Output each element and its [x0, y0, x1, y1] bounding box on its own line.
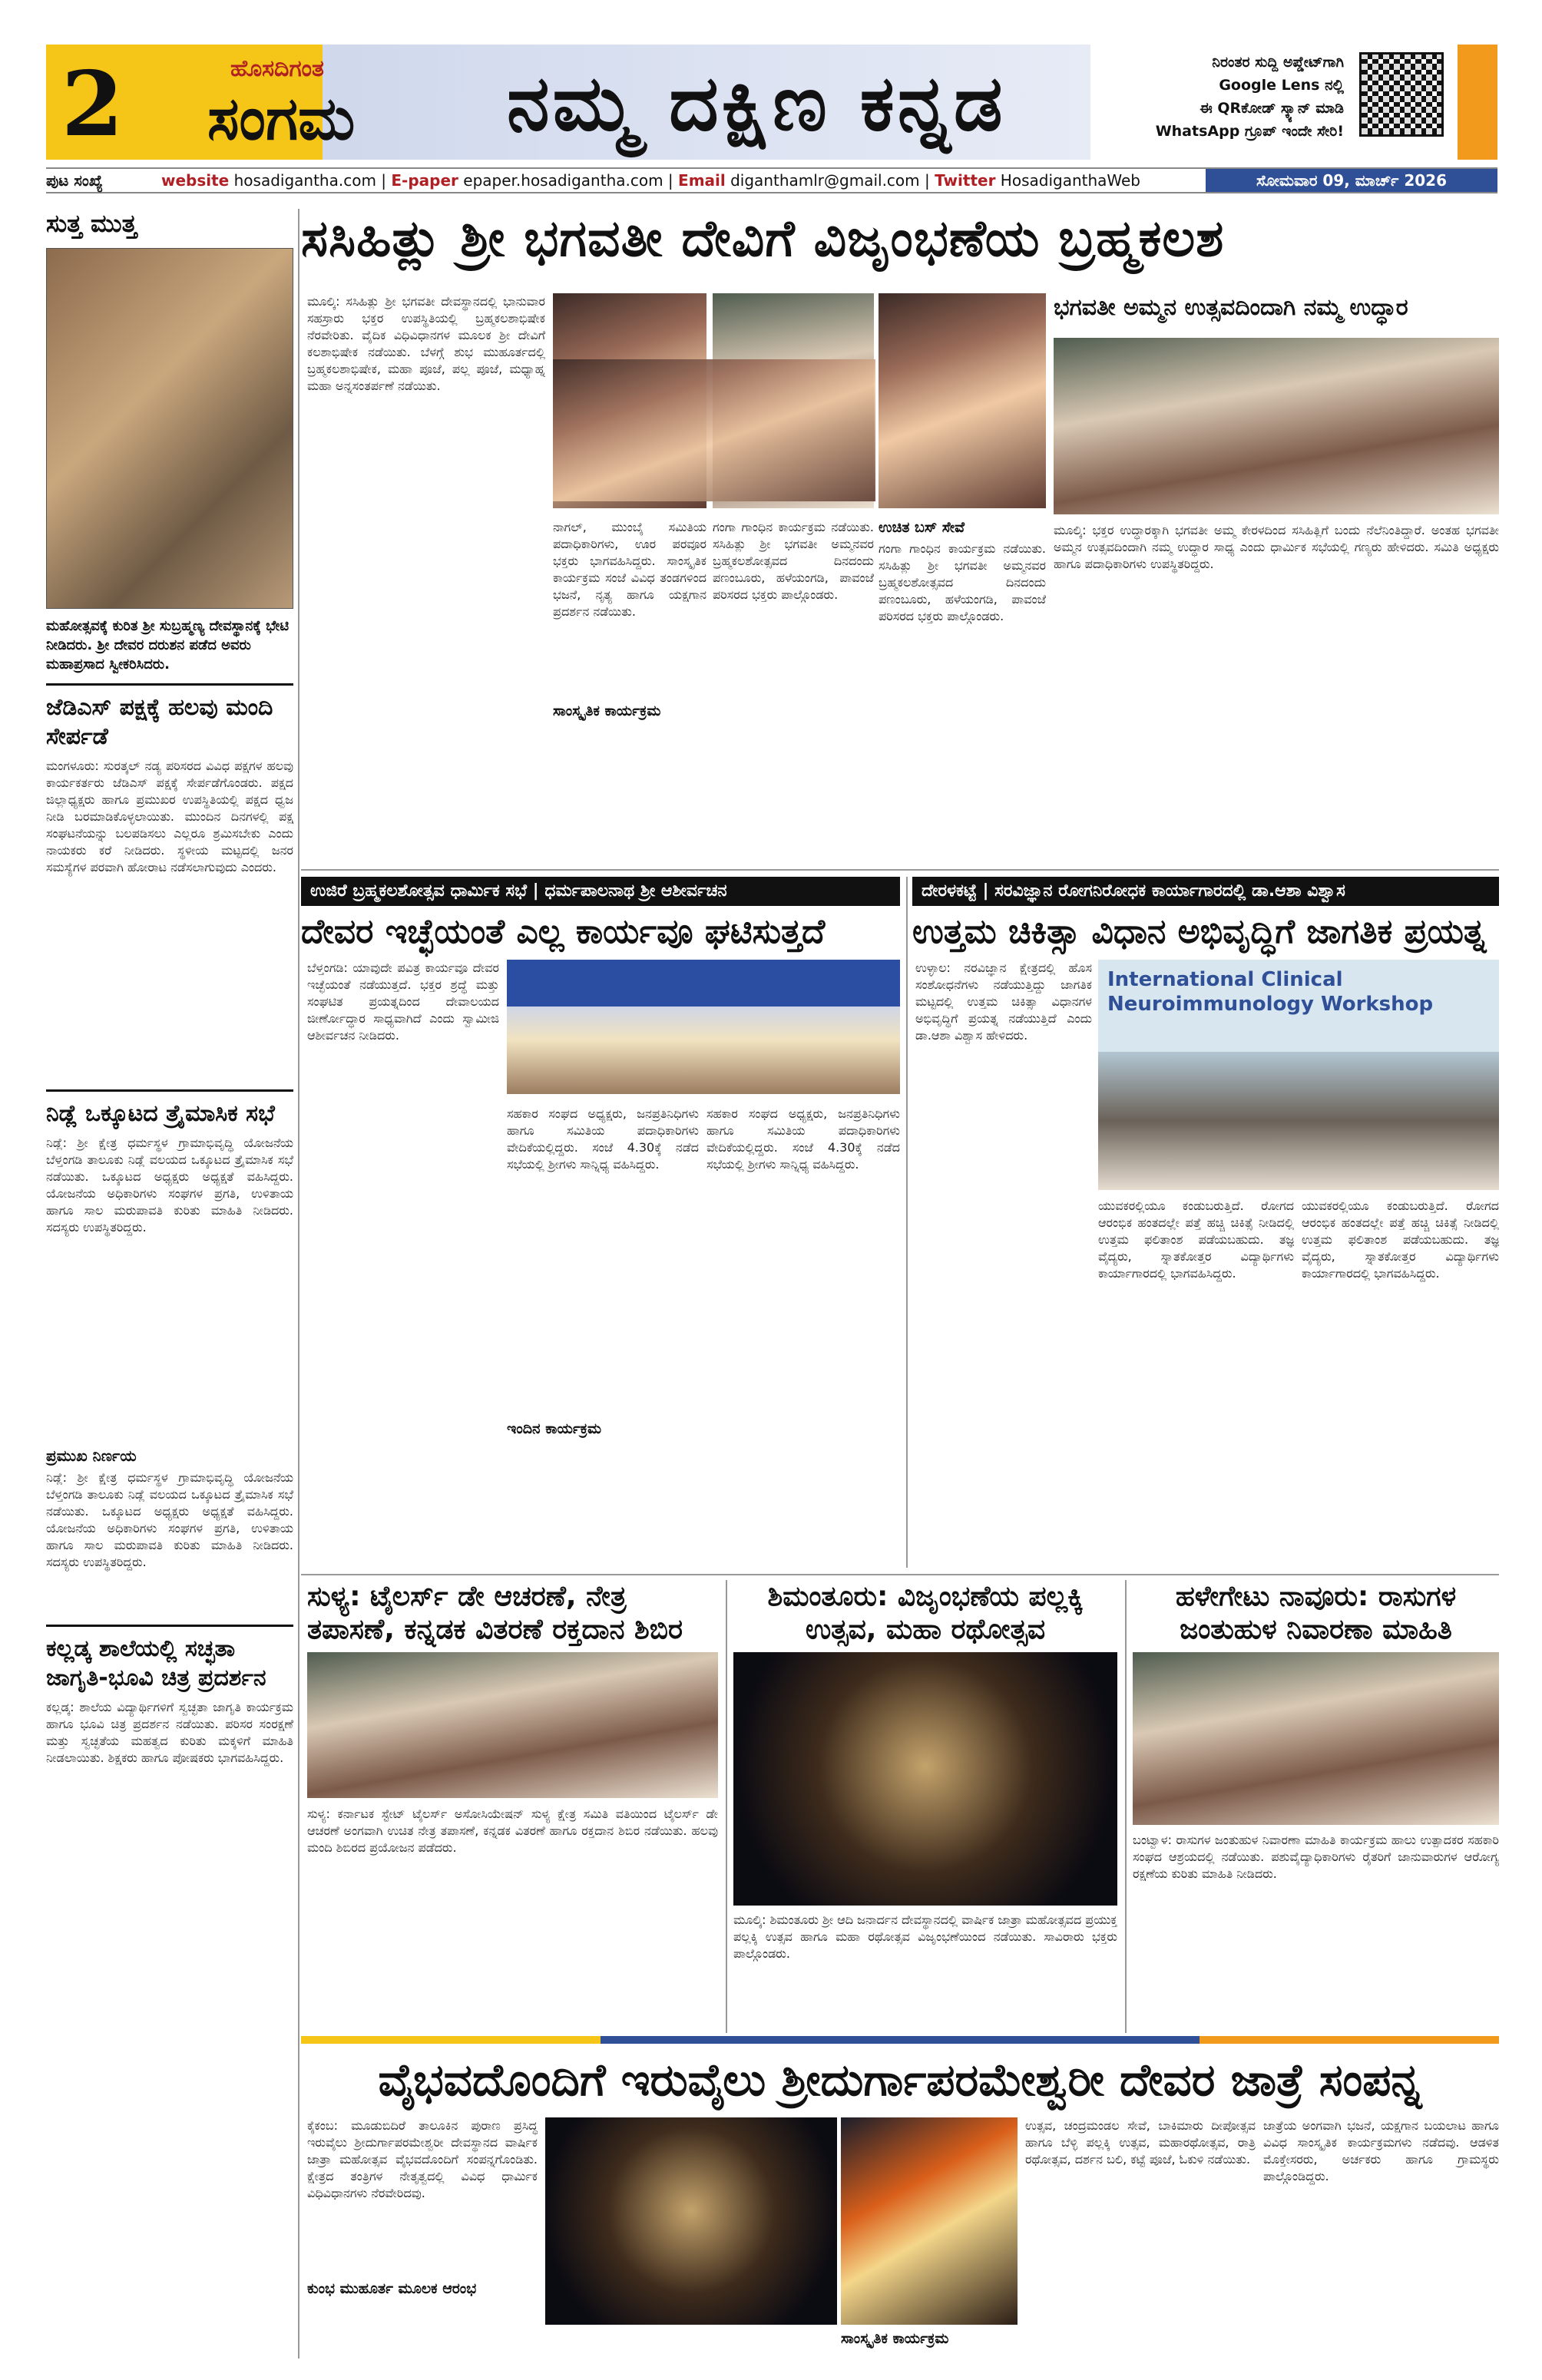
twitter-link[interactable]: HosadiganthaWeb [1000, 171, 1141, 190]
shimantur-photo [733, 1652, 1117, 1906]
lead-headline: ಸಸಿಹಿತ್ಲು ಶ್ರೀ ಭಗವತೀ ದೇವಿಗೆ ವಿಜೃಂಭಣೆಯ ಬ್ರಹ್ಮಕಲಶ [301, 209, 1225, 268]
lead-body: ಮೂಲ್ಕಿ: ಸಸಿಹಿತ್ಲು ಶ್ರೀ ಭಗವತೀ ದೇವಸ್ಥಾನದಲ್ಲಿ ಭಾನುವಾರ ಸಹಸ್ರಾರು ಭಕ್ತರ ಉಪಸ್ಥಿತಿಯಲ್ಲಿ ಬ್ರಹ್ಮಕಲಶಾಭಿಷೇಕ ನೆರವೇರಿತು. ವೈದಿಕ ವಿಧಿವಿಧಾನಗಳ ಮೂಲಕ ಶ್ರೀ ದೇವಿಗೆ ಕಲಶಾಭಿಷೇಕ ನಡೆಯಿತು. ಬೆಳಗ್ಗೆ ಶುಭ ಮುಹೂರ್ತದಲ್ಲಿ ಬ್ರಹ್ಮಕಲಶಾಭಿಷೇಕ, ಮಹಾ ಪೂಜೆ, ಪಲ್ಲ ಪೂಜೆ, ಮಧ್ಯಾಹ್ನ ಮಹಾ ಅನ್ನಸಂತರ್ಪಣೆ ನಡೆಯಿತು. [307, 294, 545, 393]
story-body: ನಿಡ್ಲೆ: ಶ್ರೀ ಕ್ಷೇತ್ರ ಧರ್ಮಸ್ಥಳ ಗ್ರಾಮಾಭಿವೃದ್ಧಿ ಯೋಜನೆಯ ಬೆಳ್ತಂಗಡಿ ತಾಲೂಕು ನಿಡ್ಲೆ ವಲಯದ ಒಕ್ಕೂಟದ ತ್ರೈಮಾಸಿಕ ಸಭೆ ನಡೆಯಿತು. ಒಕ್ಕೂಟದ ಅಧ್ಯಕ್ಷರು ಅಧ್ಯಕ್ಷತೆ ವಹಿಸಿದ್ದರು. ಯೋಜನೆಯ ಅಧಿಕಾರಿಗಳು ಸಂಘಗಳ ಪ್ರಗತಿ, ಉಳಿತಾಯ ಹಾಗೂ ಸಾಲ ಮರುಪಾವತಿ ಕುರಿತು ಮಾಹಿತಿ ನೀಡಿದರು. ಸದಸ್ಯರು ಉಪಸ್ಥಿತರಿದ್ದರು. [46, 1135, 293, 1235]
hospital-body: ಯುವಕರಲ್ಲಿಯೂ ಕಂಡುಬರುತ್ತಿದೆ. ರೋಗದ ಆರಂಭಿಕ ಹಂತದಲ್ಲೇ ಪತ್ತೆ ಹಚ್ಚಿ ಚಿಕಿತ್ಸೆ ನೀಡಿದಲ್ಲಿ ಉತ್ತಮ ಫಲಿತಾಂಶ ಪಡೆಯಬಹುದು. ತಜ್ಞ ವೈದ್ಯರು, ಸ್ನಾತಕೋತ್ತರ ವಿದ್ಯಾರ್ಥಿಗಳು ಕಾರ್ಯಾಗಾರದಲ್ಲಿ ಭಾಗವಹಿಸಿದ್ದರು. [1098, 1198, 1294, 1281]
column-divider [1125, 1580, 1127, 2033]
epaper-label: E-paper [391, 171, 458, 190]
ujire-stage-photo [507, 960, 900, 1094]
ujire-headline: ದೇವರ ಇಚ್ಛೆಯಂತೆ ಎಲ್ಲ ಕಾರ್ಯವೂ ಘಟಿಸುತ್ತದೆ [301, 912, 826, 951]
hospital-photo [1098, 960, 1499, 1190]
shimantur-headline: ಶಿಮಂತೂರು: ವಿಜೃಂಭಣೆಯ ಪಲ್ಲಕ್ಕಿ ಉತ್ಸವ, ಮಹಾ ರಥೋತ್ಸವ [767, 1581, 1084, 1646]
column-divider [298, 209, 299, 2359]
ujire-kicker: ಉಜಿರೆ ಬ್ರಹ್ಮಕಲಶೋತ್ಸವ ಧಾರ್ಮಿಕ ಸಭೆ | ಧರ್ಮಪಾಲನಾಥ ಶ್ರೀ ಆಶೀರ್ವಚನ [301, 877, 900, 906]
story-headline: ಜೆಡಿಎಸ್ ಪಕ್ಷಕ್ಕೆ ಹಲವು ಮಂದಿ ಸೇರ್ಪಡೆ [46, 683, 293, 752]
banner-text: International Clinical Neuroimmunology Workshop [1107, 968, 1434, 1016]
story-body: ನಿಡ್ಲೆ: ಶ್ರೀ ಕ್ಷೇತ್ರ ಧರ್ಮಸ್ಥಳ ಗ್ರಾಮಾಭಿವೃದ್ಧಿ ಯೋಜನೆಯ ಬೆಳ್ತಂಗಡಿ ತಾಲೂಕು ನಿಡ್ಲೆ ವಲಯದ ಒಕ್ಕೂಟದ ತ್ರೈಮಾಸಿಕ ಸಭೆ ನಡೆಯಿತು. ಒಕ್ಕೂಟದ ಅಧ್ಯಕ್ಷರು ಅಧ್ಯಕ್ಷತೆ ವಹಿಸಿದ್ದರು. ಯೋಜನೆಯ ಅಧಿಕಾರಿಗಳು ಸಂಘಗಳ ಪ್ರಗತಿ, ಉಳಿತಾಯ ಹಾಗೂ ಸಾಲ ಮರುಪಾವತಿ ಕುರಿತು ಮಾಹಿತಿ ನೀಡಿದರು. ಸದಸ್ಯರು ಉಪಸ್ಥಿತರಿದ್ದರು. [46, 1470, 293, 1569]
lead-photo-kalasha [879, 293, 1046, 508]
hospital-body: ಉಳ್ಳಾಲ: ನರವಿಜ್ಞಾನ ಕ್ಷೇತ್ರದಲ್ಲಿ ಹೊಸ ಸಂಶೋಧನೆಗಳು ನಡೆಯುತ್ತಿದ್ದು ಜಾಗತಿಕ ಮಟ್ಟದಲ್ಲಿ ಉತ್ತಮ ಚಿಕಿತ್ಸಾ ವಿಧಾನಗಳ ಅಭಿವೃದ್ಧಿಗೆ ಪ್ರಯತ್ನ ನಡೆಯುತ್ತಿದೆ ಎಂದು ಡಾ.ಆಶಾ ವಿಶ್ವಾಸ ಹೇಳಿದರು. [915, 960, 1092, 1043]
page-title: ನಮ್ಮ ದಕ್ಷಿಣ ಕನ್ನಡ [507, 58, 1006, 148]
column-divider [726, 1580, 727, 2033]
twitter-label: Twitter [935, 171, 996, 190]
lead-photo-offering [553, 359, 875, 501]
qr-code-icon[interactable] [1359, 52, 1444, 137]
email-link[interactable]: diganthamlr@gmail.com [730, 171, 920, 190]
section-name: ಸಂಗಮ [207, 84, 356, 154]
lead-subhead: ಭಗವತೀ ಅಮ್ಮನ ಉತ್ಸವದಿಂದಾಗಿ ನಮ್ಮ ಉದ್ಧಾರ [1054, 294, 1408, 321]
hospital-body: ಯುವಕರಲ್ಲಿಯೂ ಕಂಡುಬರುತ್ತಿದೆ. ರೋಗದ ಆರಂಭಿಕ ಹಂತದಲ್ಲೇ ಪತ್ತೆ ಹಚ್ಚಿ ಚಿಕಿತ್ಸೆ ನೀಡಿದಲ್ಲಿ ಉತ್ತಮ ಫಲಿತಾಂಶ ಪಡೆಯಬಹುದು. ತಜ್ಞ ವೈದ್ಯರು, ಸ್ನಾತಕೋತ್ತರ ವಿದ್ಯಾರ್ಥಿಗಳು ಕಾರ್ಯಾಗಾರದಲ್ಲಿ ಭಾಗವಹಿಸಿದ್ದರು. [1302, 1198, 1499, 1281]
section-color-bar [301, 2036, 1499, 2044]
ujire-body: ಸಹಕಾರ ಸಂಘದ ಅಧ್ಯಕ್ಷರು, ಜನಪ್ರತಿನಿಧಿಗಳು ಹಾಗೂ ಸಮಿತಿಯ ಪದಾಧಿಕಾರಿಗಳು ವೇದಿಕೆಯಲ್ಲಿದ್ದರು. ಸಂಜೆ 4.30ಕ್ಕೆ ನಡೆದ ಸಭೆಯಲ್ಲಿ ಶ್ರೀಗಳು ಸಾನ್ನಿಧ್ಯ ವಹಿಸಿದ್ದರು. [706, 1106, 900, 1172]
promo-line: WhatsApp ಗ್ರೂಪ್ ಇಂದೇ ಸೇರಿ! [1155, 123, 1344, 140]
iruvail-subhead: ಸಾಂಸ್ಕೃತಿಕ ಕಾರ್ಯಕ್ರಮ [841, 2330, 949, 2347]
promo-line: Google Lens ನಲ್ಲಿ [1219, 77, 1344, 94]
brand-logo: ಹೊಸದಿಗಂತ [230, 55, 324, 82]
story-body: ಮಂಗಳೂರು: ಸುರತ್ಕಲ್ ನಡ್ಯ ಪರಿಸರದ ವಿವಿಧ ಪಕ್ಷಗಳ ಹಲವು ಕಾರ್ಯಕರ್ತರು ಜೆಡಿಎಸ್ ಪಕ್ಷಕ್ಕೆ ಸೇರ್ಪಡೆಗೊಂಡರು. ಪಕ್ಷದ ಜಿಲ್ಲಾಧ್ಯಕ್ಷರು ಹಾಗೂ ಪ್ರಮುಖರ ಉಪಸ್ಥಿತಿಯಲ್ಲಿ ಪಕ್ಷದ ಧ್ವಜ ನೀಡಿ ಬರಮಾಡಿಕೊಳ್ಳಲಾಯಿತು. ಮುಂದಿನ ದಿನಗಳಲ್ಲಿ ಪಕ್ಷ ಸಂಘಟನೆಯನ್ನು ಬಲಪಡಿಸಲು ಎಲ್ಲರೂ ಶ್ರಮಿಸಬೇಕು ಎಂದು ನಾಯಕರು ಕರೆ ನೀಡಿದರು. ಸ್ಥಳೀಯ ಮಟ್ಟದಲ್ಲಿ ಜನರ ಸಮಸ್ಯೆಗಳ ಪರವಾಗಿ ಹೋರಾಟ ನಡೆಸಲಾಗುವುದು ಎಂದರು. [46, 759, 293, 874]
lead-subhead-cultural: ಸಾಂಸ್ಕೃತಿಕ ಕಾರ್ಯಕ್ರಮ [553, 702, 661, 719]
iruvail-deity-photo [841, 2117, 1018, 2325]
iruvail-night-photo [545, 2117, 837, 2325]
left-column [46, 209, 293, 2098]
story-headline: ನಿಡ್ಲೆ ಒಕ್ಕೂಟದ ತ್ರೈಮಾಸಿಕ ಸಭೆ [46, 1089, 293, 1129]
page-number: 2 [61, 52, 124, 157]
lead-body: ಗಂಗಾ ಗಾಂಧಿನ ಕಾರ್ಯಕ್ರಮ ನಡೆಯಿತು. ಸಸಿಹಿತ್ಲು ಶ್ರೀ ಭಗವತೀ ಅಮ್ಮನವರ ಬ್ರಹ್ಮಕಲಶೋತ್ಸವದ ದಿನದಂದು ಪಣಂಬೂರು, ಹಳೆಯಂಗಡಿ, ಪಾವಂಜೆ ಪರಿಸರದ ಭಕ್ತರು ಪಾಲ್ಗೊಂಡರು. [879, 541, 1046, 623]
promo-line: ಈ QRಕೋಡ್ ಸ್ಕ್ಯಾನ್ ಮಾಡಿ [1200, 100, 1344, 117]
iruvail-body: ಉತ್ಸವ, ಚಂದ್ರಮಂಡಲ ಸೇವೆ, ಬಾಕಿಮಾರು ದೀಪೋತ್ಸವ ಹಾಗೂ ಬೆಳ್ಳಿ ಪಲ್ಲಕ್ಕಿ ಉತ್ಸವ, ಮಹಾರಥೋತ್ಸವ, ರಾತ್ರಿ ರಥೋತ್ಸವ, ದರ್ಶನ ಬಲಿ, ಕಟ್ಟೆ ಪೂಜೆ, ಓಕುಳಿ ನಡೆಯಿತು. [1025, 2118, 1256, 2167]
website-link[interactable]: hosadigantha.com [233, 171, 376, 190]
epaper-link[interactable]: epaper.hosadigantha.com [463, 171, 663, 190]
story-body: ಕಲ್ಲಡ್ಕ: ಶಾಲೆಯ ವಿದ್ಯಾರ್ಥಿಗಳಿಗೆ ಸ್ವಚ್ಛತಾ ಜಾಗೃತಿ ಕಾರ್ಯಕ್ರಮ ಹಾಗೂ ಭೂವಿ ಚಿತ್ರ ಪ್ರದರ್ಶನ ನಡೆಯಿತು. ಪರಿಸರ ಸಂರಕ್ಷಣೆ ಮತ್ತು ಸ್ವಚ್ಛತೆಯ ಮಹತ್ವದ ಕುರಿತು ಮಕ್ಕಳಿಗೆ ಮಾಹಿತಿ ನೀಡಲಾಯಿತು. ಶಿಕ್ಷಕರು ಹಾಗೂ ಪೋಷಕರು ಭಾಗವಹಿಸಿದ್ದರು. [46, 1700, 293, 1765]
whatsapp-promo [1090, 51, 1344, 143]
lead-photo-dignitaries [1054, 338, 1499, 514]
section-divider [301, 1574, 1499, 1575]
iruvail-body: ಜಾತ್ರೆಯ ಅಂಗವಾಗಿ ಭಜನೆ, ಯಕ್ಷಗಾನ ಬಯಲಾಟ ಹಾಗೂ ವಿವಿಧ ಸಾಂಸ್ಕೃತಿಕ ಕಾರ್ಯಕ್ರಮಗಳು ನಡೆದವು. ಆಡಳಿತ ಮೊಕ್ತೇಸರರು, ಅರ್ಚಕರು ಹಾಗೂ ಗ್ರಾಮಸ್ಥರು ಪಾಲ್ಗೊಂಡಿದ್ದರು. [1263, 2118, 1499, 2183]
contact-links: website hosadigantha.com | E-paper epaper.hosadigantha.com | Email diganthamlr@gmail.com | Twitter HosadiganthaWeb [161, 171, 1141, 190]
photo-caption: ಮಹೋತ್ಸವಕ್ಕೆ ಕುರಿತ ಶ್ರೀ ಸುಬ್ರಹ್ಮಣ್ಯ ದೇವಸ್ಥಾನಕ್ಕೆ ಭೇಟಿ ನೀಡಿದರು. ಶ್ರೀ ದೇವರ ದರುಶನ ಪಡೆದ ಅವರು ಮಹಾಪ್ರಸಾದ ಸ್ವೀಕರಿಸಿದರು. [46, 618, 290, 673]
ujire-body: ಬೆಳ್ತಂಗಡಿ: ಯಾವುದೇ ಪವಿತ್ರ ಕಾರ್ಯವೂ ದೇವರ ಇಚ್ಛೆಯಂತೆ ನಡೆಯುತ್ತದೆ. ಭಕ್ತರ ಶ್ರದ್ಧೆ ಮತ್ತು ಸಂಘಟಿತ ಪ್ರಯತ್ನದಿಂದ ದೇವಾಲಯದ ಜೀರ್ಣೋದ್ಧಾರ ಸಾಧ್ಯವಾಗಿದೆ ಎಂದು ಸ್ವಾಮೀಜಿ ಆಶೀರ್ವಚನ ನೀಡಿದರು. [307, 960, 499, 1043]
lead-subhead-bus: ಉಚಿತ ಬಸ್ ಸೇವೆ [879, 519, 965, 536]
iruvail-subhead: ಕುಂಭ ಮುಹೂರ್ತ ಮೂಲಕ ಆರಂಭ [307, 2280, 477, 2297]
lead-body: ಗಂಗಾ ಗಾಂಧಿನ ಕಾರ್ಯಕ್ರಮ ನಡೆಯಿತು. ಸಸಿಹಿತ್ಲು ಶ್ರೀ ಭಗವತೀ ಅಮ್ಮನವರ ಬ್ರಹ್ಮಕಲಶೋತ್ಸವದ ದಿನದಂದು ಪಣಂಬೂರು, ಹಳೆಯಂಗಡಿ, ಪಾವಂಜೆ ಪರಿಸರದ ಭಕ್ತರು ಪಾಲ್ಗೊಂಡರು. [713, 520, 874, 602]
sullia-photo [307, 1652, 718, 1798]
story-subhead: ಪ್ರಮುಖ ನಿರ್ಣಯ [46, 1446, 137, 1465]
info-strip [46, 167, 1497, 193]
lead-body: ಮೂಲ್ಕಿ: ಭಕ್ತರ ಉದ್ಧಾರಕ್ಕಾಗಿ ಭಗವತೀ ಅಮ್ಮ ಕೇರಳದಿಂದ ಸಸಿಹಿತ್ಲಿಗೆ ಬಂದು ನೆಲೆನಿಂತಿದ್ದಾರೆ. ಅಂತಹ ಭಗವತೀ ಅಮ್ಮನ ಉತ್ಸವದಿಂದಾಗಿ ನಮ್ಮ ಉದ್ಧಾರ ಸಾಧ್ಯ ಎಂದು ಧಾರ್ಮಿಕ ಸಭೆಯಲ್ಲಿ ಗಣ್ಯರು ಹೇಳಿದರು. ಸಮಿತಿ ಅಧ್ಯಕ್ಷರು ಹಾಗೂ ಪದಾಧಿಕಾರಿಗಳು ಉಪಸ್ಥಿತರಿದ್ದರು. [1054, 523, 1499, 571]
hospital-kicker: ದೇರಳಕಟ್ಟೆ | ಸರವಿಜ್ಞಾನ ರೋಗನಿರೋಧಕ ಕಾರ್ಯಾಗಾರದಲ್ಲಿ ಡಾ.ಆಶಾ ವಿಶ್ವಾಸ [912, 877, 1499, 906]
promo-line: ನಿರಂತರ ಸುದ್ದಿ ಅಪ್ಡೇಟ್‌ಗಾಗಿ [1212, 54, 1344, 71]
halegate-photo [1133, 1652, 1499, 1825]
ujire-body: ಸಹಕಾರ ಸಂಘದ ಅಧ್ಯಕ್ಷರು, ಜನಪ್ರತಿನಿಧಿಗಳು ಹಾಗೂ ಸಮಿತಿಯ ಪದಾಧಿಕಾರಿಗಳು ವೇದಿಕೆಯಲ್ಲಿದ್ದರು. ಸಂಜೆ 4.30ಕ್ಕೆ ನಡೆದ ಸಭೆಯಲ್ಲಿ ಶ್ರೀಗಳು ಸಾನ್ನಿಧ್ಯ ವಹಿಸಿದ್ದರು. [507, 1106, 699, 1172]
iruvail-body: ಕೈಕಂಬ: ಮೂಡುಬಿದಿರೆ ತಾಲೂಕಿನ ಪುರಾಣ ಪ್ರಸಿದ್ಧ ಇರುವೈಲು ಶ್ರೀದುರ್ಗಾಪರಮೇಶ್ವರೀ ದೇವಸ್ಥಾನದ ವಾರ್ಷಿಕ ಜಾತ್ರಾ ಮಹೋತ್ಸವ ವೈಭವದೊಂದಿಗೆ ಸಂಪನ್ನಗೊಂಡಿತು. ಕ್ಷೇತ್ರದ ತಂತ್ರಿಗಳ ನೇತೃತ್ವದಲ್ಲಿ ವಿವಿಧ ಧಾರ್ಮಿಕ ವಿಧಿವಿಧಾನಗಳು ನೆರವೇರಿದವು. [307, 2118, 538, 2200]
page-label: ಪುಟ ಸಂಖ್ಯೆ [46, 171, 103, 190]
hospital-headline: ಉತ್ತಮ ಚಿಕಿತ್ಸಾ ವಿಧಾನ ಅಭಿವೃದ್ಧಿಗೆ ಜಾಗತಿಕ ಪ್ರಯತ್ನ [912, 912, 1487, 951]
masthead-accent [1458, 45, 1497, 160]
halegate-headline: ಹಳೇಗೇಟು ನಾವೂರು: ರಾಸುಗಳ ಜಂತುಹುಳ ನಿವಾರಣಾ ಮಾಹಿತಿ [1175, 1581, 1457, 1646]
ujire-subhead: ಇಂದಿನ ಕಾರ್ಯಕ್ರಮ [507, 1420, 602, 1437]
section-divider [301, 869, 1499, 871]
shimantur-body: ಮೂಲ್ಕಿ: ಶಿಮಂತೂರು ಶ್ರೀ ಆದಿ ಜನಾರ್ದನ ದೇವಸ್ಥಾನದಲ್ಲಿ ವಾರ್ಷಿಕ ಜಾತ್ರಾ ಮಹೋತ್ಸವದ ಪ್ರಯುಕ್ತ ಪಲ್ಲಕ್ಕಿ ಉತ್ಸವ ಹಾಗೂ ಮಹಾ ರಥೋತ್ಸವ ವಿಜೃಂಭಣೆಯಿಂದ ನಡೆಯಿತು. ಸಾವಿರಾರು ಭಕ್ತರು ಪಾಲ್ಗೊಂಡರು. [733, 1912, 1117, 1961]
column-title: ಸುತ್ತ ಮುತ್ತ [46, 209, 137, 238]
email-label: Email [678, 171, 726, 190]
news-photo [46, 248, 293, 609]
lead-body: ನಾಗಲ್, ಮುಂಬೈ ಸಮಿತಿಯ ಪದಾಧಿಕಾರಿಗಳು, ಊರ ಪರವೂರ ಭಕ್ತರು ಭಾಗವಹಿಸಿದ್ದರು. ಸಾಂಸ್ಕೃತಿಕ ಕಾರ್ಯಕ್ರಮ ಸಂಜೆ ವಿವಿಧ ತಂಡಗಳಿಂದ ಭಜನೆ, ನೃತ್ಯ ಹಾಗೂ ಯಕ್ಷಗಾನ ಪ್ರದರ್ಶನ ನಡೆಯಿತು. [553, 520, 706, 619]
issue-date: ಸೋಮವಾರ 09, ಮಾರ್ಚ್ 2026 [1206, 169, 1497, 192]
iruvail-headline: ವೈಭವದೊಂದಿಗೆ ಇರುವೈಲು ಶ್ರೀದುರ್ಗಾಪರಮೇಶ್ವರೀ ದೇವರ ಜಾತ್ರೆ ಸಂಪನ್ನ [378, 2054, 1422, 2106]
halegate-body: ಬಂಟ್ವಾಳ: ರಾಸುಗಳ ಜಂತುಹುಳ ನಿವಾರಣಾ ಮಾಹಿತಿ ಕಾರ್ಯಕ್ರಮ ಹಾಲು ಉತ್ಪಾದಕರ ಸಹಕಾರಿ ಸಂಘದ ಆಶ್ರಯದಲ್ಲಿ ನಡೆಯಿತು. ಪಶುವೈದ್ಯಾಧಿಕಾರಿಗಳು ರೈತರಿಗೆ ಜಾನುವಾರುಗಳ ಆರೋಗ್ಯ ರಕ್ಷಣೆಯ ಕುರಿತು ಮಾಹಿತಿ ನೀಡಿದರು. [1133, 1833, 1499, 1881]
story-headline: ಕಲ್ಲಡ್ಕ ಶಾಲೆಯಲ್ಲಿ ಸಚ್ಛತಾ ಜಾಗೃತಿ-ಭೂವಿ ಚಿತ್ರ ಪ್ರದರ್ಶನ [46, 1625, 293, 1693]
masthead [46, 45, 1497, 160]
sullia-headline: ಸುಳ್ಯ: ಟೈಲರ್ಸ್ ಡೇ ಆಚರಣೆ, ನೇತ್ರ ತಪಾಸಣೆ, ಕನ್ನಡಕ ವಿತರಣೆ ರಕ್ತದಾನ ಶಿಬಿರ [307, 1581, 683, 1646]
website-label: website [161, 171, 230, 190]
sullia-body: ಸುಳ್ಯ: ಕರ್ನಾಟಕ ಸ್ಟೇಟ್ ಟೈಲರ್ಸ್ ಅಸೋಸಿಯೇಷನ್ ಸುಳ್ಯ ಕ್ಷೇತ್ರ ಸಮಿತಿ ವತಿಯಿಂದ ಟೈಲರ್ಸ್ ಡೇ ಆಚರಣೆ ಅಂಗವಾಗಿ ಉಚಿತ ನೇತ್ರ ತಪಾಸಣೆ, ಕನ್ನಡಕ ವಿತರಣೆ ಹಾಗೂ ರಕ್ತದಾನ ಶಿಬಿರ ನಡೆಯಿತು. ಹಲವು ಮಂದಿ ಶಿಬಿರದ ಪ್ರಯೋಜನ ಪಡೆದರು. [307, 1806, 718, 1855]
column-divider [906, 877, 908, 1568]
